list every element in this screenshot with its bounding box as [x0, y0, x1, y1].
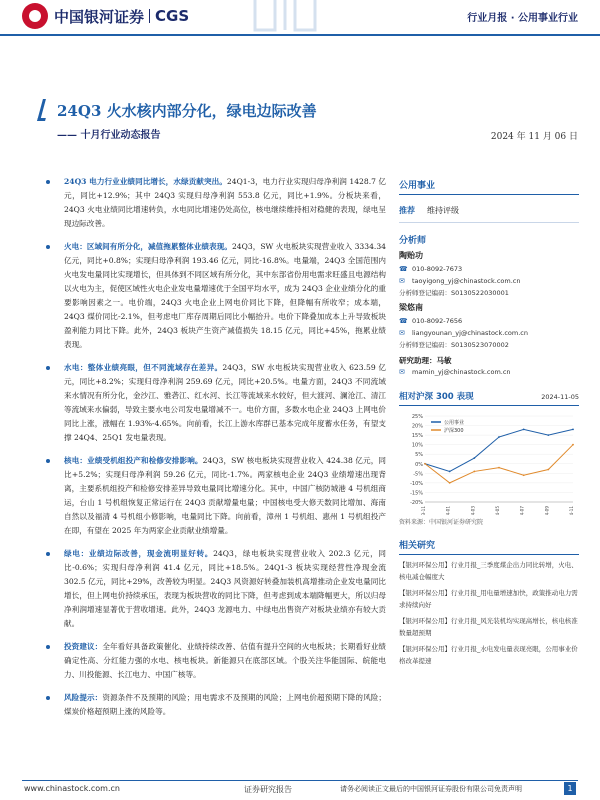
- page-header: [0, 0, 600, 40]
- company-logo: [22, 3, 189, 29]
- report-date: 2024 年 11 月 06 日: [490, 132, 578, 142]
- related-item[interactable]: 【银河环保公用】行业月报_三季度煤企出力同比转增，火电、核电减仓幅度大: [399, 561, 578, 581]
- analyst-phone: [399, 315, 579, 327]
- series-point: [449, 471, 451, 473]
- series-point: [424, 463, 426, 465]
- y-tick-label: -15%: [410, 490, 423, 497]
- bullet-green: [46, 547, 386, 631]
- y-tick-label: 10%: [411, 442, 423, 449]
- rating-value: 维持评级: [427, 206, 459, 215]
- series-point: [498, 467, 500, 469]
- series-point: [523, 474, 525, 476]
- x-tick-label: 2024-03: [470, 506, 476, 515]
- y-tick-label: 15%: [411, 433, 423, 440]
- title-decoration-icon: [37, 99, 51, 121]
- report-type: 行业月报 · 公用事业行业: [467, 13, 578, 24]
- series-point: [473, 471, 475, 473]
- email-text[interactable]: liangyounan_yj@chinastock.com.cn: [412, 329, 528, 337]
- logo-icon: [22, 3, 48, 29]
- phone-icon: ☎: [399, 317, 408, 325]
- bullet-body: 24Q3，SW 火电板块实现营业收入 3334.34 亿元，同比+0.8%；实现归母净利润 193.46 亿元，同比-16.8%。电量端，24Q3 全国范围内火电发电量同比实现增长，但具体到不同区域有所分化，其中东部省份用电需求旺盛且电源结构以火电为主，促使区域性火电企业发电量增速优于全国平均水平，成为 24Q3 企业业绩分化的重要影响因素之一。电价端，24Q3 火电企业上网电价同比下降，但降幅有所收窄；成本端，24Q3 煤价同比-2.1%，但考虑电厂库存周期后同比小幅抬升。电价下降叠加成本上升导致板块盈利能力同比下降。此外，24Q3 板块产生资产减值损失 18.15 亿元，同比+45%，拖累业绩表现。: [64, 242, 386, 349]
- y-tick-label: -5%: [413, 471, 423, 478]
- industry-title: 公用事业: [399, 178, 579, 195]
- bullet-summary: [46, 175, 386, 231]
- bullet-head: 绿电：业绩边际改善，现金流明显好转。: [64, 549, 214, 558]
- related-research: [399, 538, 579, 667]
- x-tick-label: 2024-05: [495, 506, 500, 515]
- email-icon: ✉: [399, 277, 405, 285]
- phone-text: 010-8092-7656: [412, 317, 463, 325]
- performance-chart-svg: [399, 410, 579, 515]
- phone-text: 010-8092-7673: [412, 265, 463, 273]
- email-icon: ✉: [399, 329, 405, 337]
- phone-icon: ☎: [399, 265, 408, 273]
- sidebar: [399, 178, 579, 667]
- bullet-body: 24Q3，SW 水电板块实现营业收入 623.59 亿元，同比+8.2%；实现归母净利润 259.69 亿元，同比+20.5%。电量方面，24Q3 不同流域来水情况有所分化，金沙江、雅砻江、红水河、长江等流域来水较好，但大渡河、澜沧江、清江等流域来水偏弱，导致主要水电公司发电量增减不一。电价方面，多数水电企业 24Q3 上网电价同比上涨，涨幅在 1.93%-4.65%。向前看，长江上游水库群已基本完成年度蓄水任务，有望支撑 24Q4、25Q1 发电量表现。: [64, 363, 386, 442]
- footer-divider: [22, 780, 578, 781]
- rating-key: 推荐: [399, 206, 415, 215]
- analyst-email[interactable]: [399, 275, 579, 287]
- related-item[interactable]: 【银河环保公用】行业月报_用电量增速加快，政策推动电力需求持续向好: [399, 589, 578, 609]
- analyst-phone: [399, 263, 579, 275]
- performance-chart: [399, 410, 579, 515]
- assistant-email[interactable]: [399, 366, 579, 378]
- analysts-section: [399, 233, 579, 378]
- series-point: [473, 457, 475, 459]
- bullet-head: 风险提示：: [64, 693, 103, 702]
- analyst-reg: 分析师登记编码：S0130522030001: [399, 289, 509, 297]
- legend-label: 沪深300: [444, 428, 464, 434]
- series-point: [449, 482, 451, 484]
- summary-column: [46, 175, 386, 728]
- x-tick-label: 2024-11: [569, 506, 574, 515]
- x-tick-label: 2024-09: [544, 506, 550, 515]
- bullet-hydro: [46, 361, 386, 445]
- analyst-name: 梁悠南: [399, 303, 423, 312]
- bullet-body: 24Q3，SW 核电板块实现营业收入 424.38 亿元，同比+5.2%；实现归母净利润 59.26 亿元，同比-1.7%。两家核电企业 24Q3 业绩增速出现背离，主要系机组投产和检修安排差异导致电量同比增速分化。其中，中国广核防城港 4 号机组商运，台山 1 号机组恢复正常运行在 24Q3 贡献增量电量；中国核电受大修天数同比增加、海南自然以及福清 4 号机组小修影响，电量同比下降。向前看，漳州 1 号机组、惠州 1 号机组投产在即，有望在 2025 年为两家企业贡献业绩增量。: [64, 456, 386, 535]
- related-title: 相关研究: [399, 538, 579, 555]
- logo-separator: [149, 9, 150, 23]
- series-point: [523, 428, 525, 430]
- y-tick-label: 5%: [415, 452, 423, 459]
- chart-source: 资料来源：中国银河证券研究院: [399, 519, 484, 526]
- analyst-email[interactable]: [399, 327, 579, 339]
- series-point: [572, 428, 574, 430]
- bullet-body: 24Q3，绿电板块实现营业收入 202.3 亿元，同比-0.6%；实现归母净利润 41.4 亿元，同比+18.5%。24Q1-3 板块实现经营性净现金流 302.5 亿元，同比+29%，改善较为明显。24Q3 风资源好转叠加装机高增推动企业发电量同比增长，但上网电价持续承压，表现为板块营收的同比下降，但考虑到成本端降幅更大，所以归母净利润增速显著优于营收增速。此外，24Q3 龙源电力、中绿电出售资产对板块业绩亦有较大贡献。: [64, 549, 386, 628]
- bullet-body: 资源条件不及预期的风险；用电需求不及预期的风险；上网电价超预期下降的风险；煤炭价格超预期上涨的风险等。: [64, 693, 386, 716]
- performance-header: [399, 390, 579, 406]
- series-point: [572, 444, 574, 446]
- y-tick-label: 25%: [411, 414, 423, 420]
- y-tick-label: -20%: [410, 500, 423, 506]
- bullet-head: 核电：业绩受机组投产和检修安排影响。: [64, 456, 203, 465]
- x-tick-label: 2023-11: [421, 506, 426, 515]
- series-point: [547, 469, 549, 471]
- header-divider: [0, 34, 600, 36]
- performance-date: 2024-11-05: [541, 393, 579, 401]
- bullet-body: 全年看好具备政策催化、业绩持续改善、估值有提升空间的火电板块；长期看好业绩确定性高、分红能力强的水电、核电板块。新能源只在底部区域。个股关注华能国际、皖能电力、川投能源、长江电力、中国广核等。: [64, 642, 386, 679]
- y-tick-label: 20%: [411, 423, 423, 430]
- email-icon: ✉: [399, 368, 405, 376]
- legend-label: 公用事业: [444, 420, 465, 426]
- analysts-title: 分析师: [399, 236, 427, 246]
- research-assistant: 研究助理：马敏: [399, 356, 452, 365]
- bullet-head: 投资建议：: [64, 642, 103, 651]
- bullet-risk: [46, 691, 386, 719]
- related-item[interactable]: 【银河环保公用】行业月报_风光装机均实现高增长，核电核准数量超预期: [399, 617, 578, 637]
- analyst-name: 陶贻功: [399, 251, 423, 260]
- logo-en-text: CGS: [155, 7, 190, 25]
- x-tick-label: 2024-01: [445, 506, 451, 515]
- email-text[interactable]: taoyigong_yj@chinastock.com.cn: [412, 277, 521, 285]
- series-line-0: [425, 429, 573, 471]
- bullet-head: 水电：整体业绩亮眼，但不同流域存在差异。: [64, 363, 223, 372]
- rating-row: [399, 205, 579, 223]
- series-point: [498, 436, 500, 438]
- bullet-body: 24Q1-3，电力行业实现归母净利润 1428.7 亿元，同比+12.9%；其中 24Q3 实现归母净利润 553.8 亿元，同比+1.9%。分板块来看，24Q3 火电业绩同比增速转负，水电同比增速仍处高位，核电继续维持相对稳健的表现，绿电呈现边际改善。: [64, 177, 387, 228]
- footer-report-label: 证券研究报告: [244, 785, 292, 794]
- y-tick-label: -10%: [410, 480, 423, 487]
- report-title: 24Q3 火水核内部分化，绿电边际改善: [57, 102, 317, 120]
- performance-title: 相对沪深 300 表现: [399, 392, 474, 402]
- y-tick-label: 0%: [415, 461, 423, 468]
- footer-disclaimer: 请务必阅读正文最后的中国银河证券股份有限公司免责声明: [340, 785, 522, 793]
- email-text[interactable]: mamin_yj@chinastock.com.cn: [412, 368, 511, 376]
- analyst-reg: 分析师登记编码：S0130523070002: [399, 341, 509, 349]
- series-point: [547, 434, 549, 436]
- bullet-head: 24Q3 电力行业业绩同比增长，水绿贡献突出。: [64, 177, 227, 186]
- related-item[interactable]: 【银河环保公用】行业月报_水电发电量表现亮眼，公用事业价格改革提速: [399, 645, 578, 665]
- bullet-nuclear: [46, 454, 386, 538]
- footer-url[interactable]: www.chinastock.com.cn: [24, 784, 120, 793]
- logo-cn-text: 中国银河证券: [54, 7, 145, 26]
- bullet-head: 火电：区域间有所分化，减值拖累整体业绩表现。: [64, 242, 232, 251]
- bullet-advice: [46, 640, 386, 682]
- report-subtitle: —— 十月行业动态报告: [57, 130, 161, 141]
- page-number: 1: [564, 782, 576, 795]
- bullet-thermal: [46, 240, 386, 352]
- x-tick-label: 2024-07: [519, 506, 525, 515]
